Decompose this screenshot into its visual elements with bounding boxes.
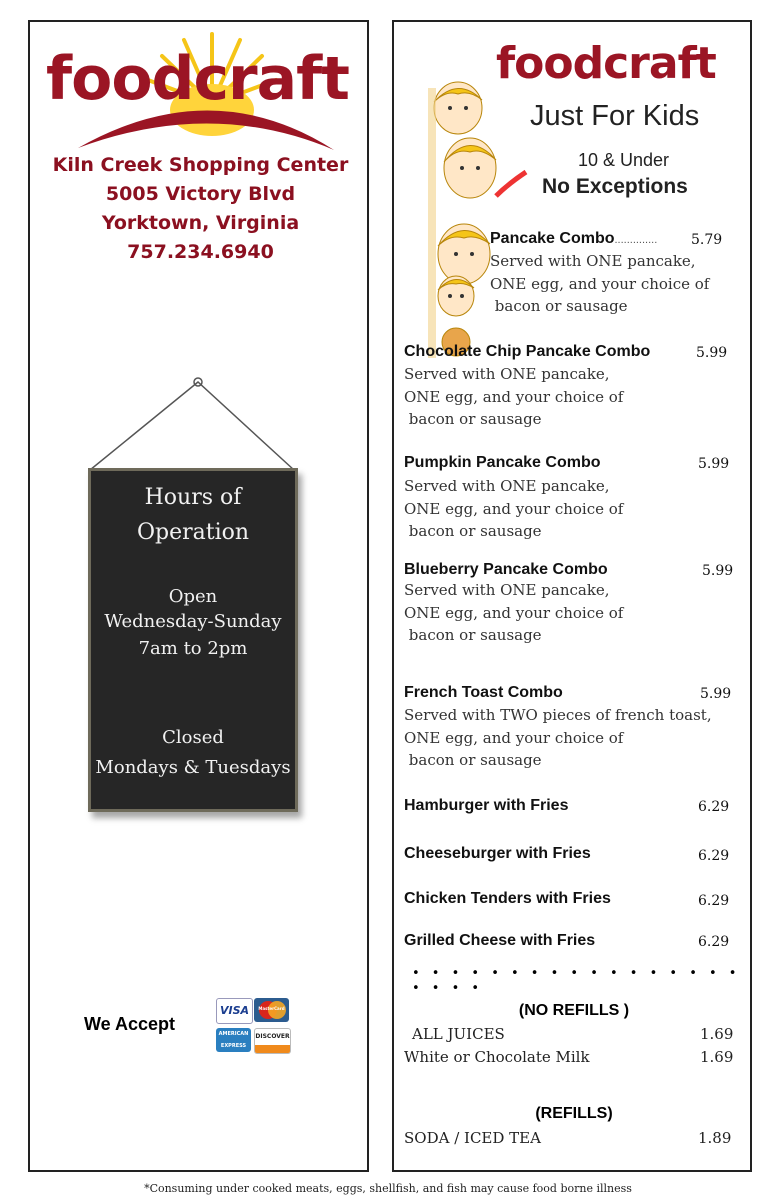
kids-peeking-illustration: [400, 68, 530, 368]
item-price: 5.79: [691, 232, 723, 248]
info-panel: [28, 20, 369, 1172]
phone-number: 757.234.6940: [127, 241, 274, 263]
item-price: 6.29: [698, 934, 730, 950]
drink-name: White or Chocolate Milk: [404, 1048, 590, 1066]
item-name: French Toast Combo: [404, 684, 563, 701]
drink-price: 1.89: [698, 1129, 732, 1147]
item-description: Served with ONE pancake, ONE egg, and your choice of bacon or sausage: [404, 365, 624, 428]
mastercard-label: MasterCard: [258, 1006, 285, 1011]
hours-title-1: Hours of: [144, 485, 242, 510]
discover-card-icon: [254, 1028, 291, 1054]
item-name: Pancake Combo..............: [490, 230, 658, 247]
item-description: Served with TWO pieces of french toast, ONE egg, and your choice of bacon or sausage: [404, 706, 712, 769]
drink-name: SODA / ICED TEA: [404, 1129, 541, 1147]
item-price: 6.29: [698, 893, 730, 909]
amex-card-icon: AMERICAN EXPRESS: [216, 1028, 251, 1052]
item-price: 5.99: [698, 456, 730, 472]
brand-name: foodcraft: [46, 44, 349, 114]
mastercard-icon: [254, 998, 289, 1022]
drink-name: ALL JUICES: [412, 1025, 505, 1043]
closed-label: Closed: [162, 727, 224, 748]
item-description: Served with ONE pancake, ONE egg, and your choice of bacon or sausage: [490, 252, 710, 315]
item-price: 5.99: [702, 563, 734, 579]
item-name: Blueberry Pancake Combo: [404, 561, 608, 578]
item-name: Chocolate Chip Pancake Combo: [404, 343, 651, 360]
dot-divider: • • • • • • • • • • • • • • • • • • • • •: [412, 966, 741, 996]
item-name: Cheeseburger with Fries: [404, 845, 591, 862]
drink-price: 1.69: [700, 1025, 734, 1043]
item-price: 6.29: [698, 848, 730, 864]
closed-days: Mondays & Tuesdays: [95, 757, 291, 778]
open-times: 7am to 2pm: [138, 638, 248, 659]
sign-string: [86, 374, 298, 474]
drink-price: 1.69: [700, 1048, 734, 1066]
we-accept-label: We Accept: [84, 1014, 176, 1034]
kids-menu-panel: [392, 20, 752, 1172]
menu-title: Just For Kids: [530, 100, 700, 132]
no-refills-heading: (NO REFILLS ): [518, 1002, 630, 1019]
food-safety-disclaimer: *Consuming under cooked meats, eggs, shellfish, and fish may cause food borne illness: [144, 1182, 632, 1195]
item-name: Pumpkin Pancake Combo: [404, 454, 601, 471]
item-price: 6.29: [698, 799, 730, 815]
open-label: Open: [168, 586, 218, 607]
open-days: Wednesday-Sunday: [104, 611, 282, 632]
hours-title-2: Operation: [136, 520, 250, 545]
visa-card-icon: VISA: [216, 998, 253, 1024]
item-price: 5.99: [696, 345, 728, 361]
discover-label: DISCOVER: [255, 1033, 290, 1040]
item-description: Served with ONE pancake, ONE egg, and your choice of bacon or sausage: [404, 477, 624, 540]
item-name: Hamburger with Fries: [404, 797, 569, 814]
hours-board: [88, 468, 298, 812]
age-limit: 10 & Under: [578, 150, 670, 170]
item-description: Served with ONE pancake, ONE egg, and your choice of bacon or sausage: [404, 581, 624, 644]
address-line-3: Yorktown, Virginia: [101, 212, 300, 234]
refills-heading: (REFILLS): [535, 1105, 613, 1122]
no-exceptions: No Exceptions: [542, 175, 688, 198]
address-line-1: Kiln Creek Shopping Center: [52, 154, 349, 176]
item-name: Grilled Cheese with Fries: [404, 932, 596, 949]
item-name: Chicken Tenders with Fries: [404, 890, 611, 907]
brand-name-right: foodcraft: [496, 38, 716, 89]
address-line-2: 5005 Victory Blvd: [105, 183, 296, 205]
payment-cards: [216, 998, 290, 1054]
item-price: 5.99: [700, 686, 732, 702]
